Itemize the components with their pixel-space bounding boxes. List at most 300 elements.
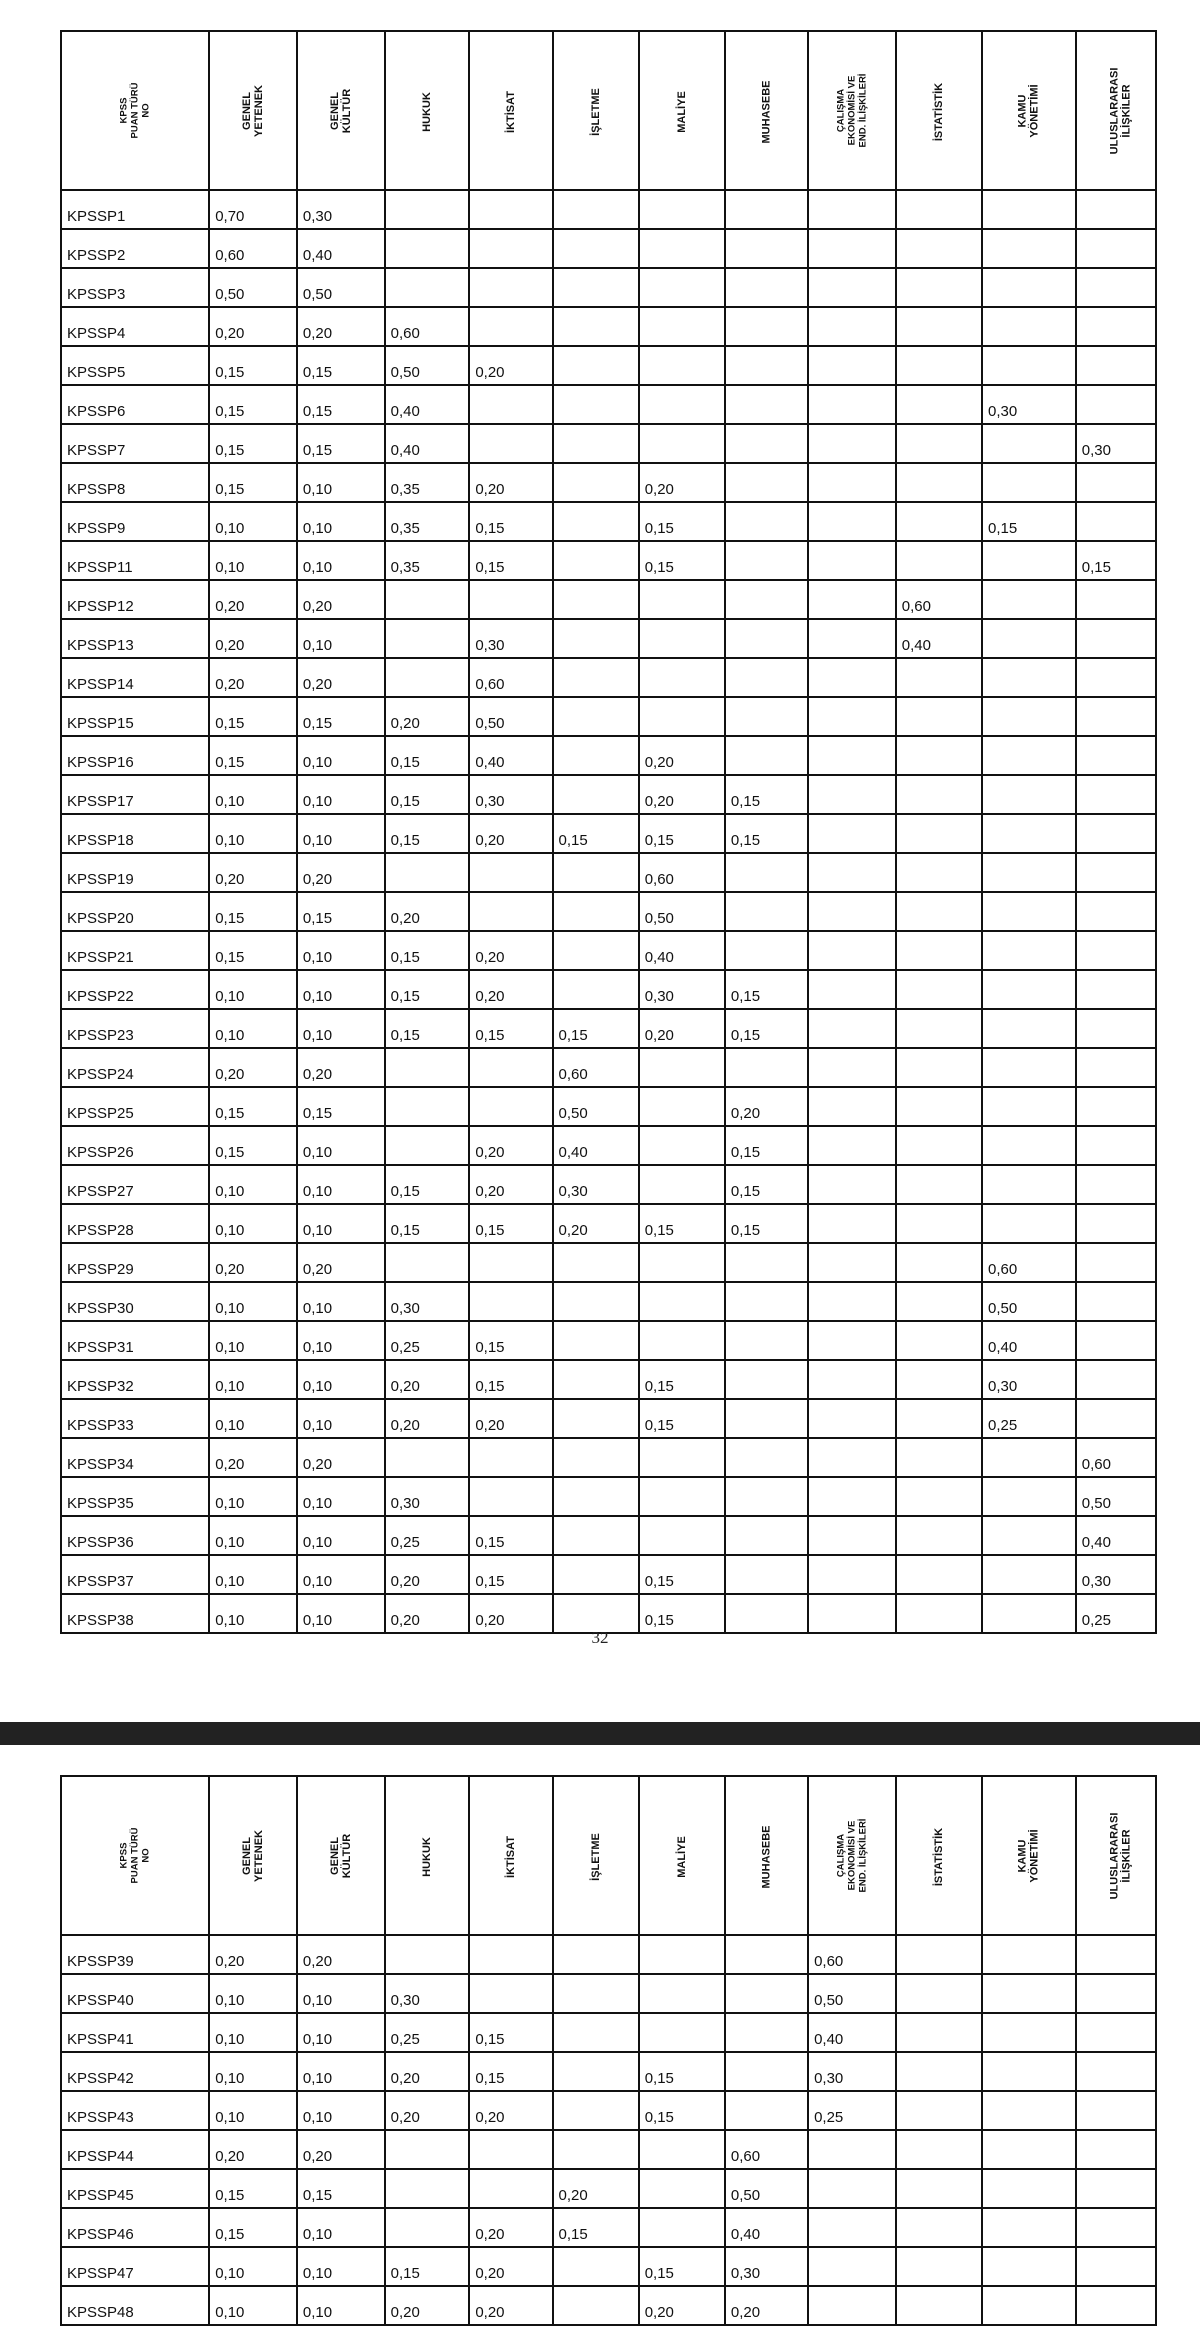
table-cell: 0,20 — [209, 1935, 297, 1974]
score-type-label: KPSSP21 — [61, 931, 209, 970]
column-header-line: GENEL — [241, 91, 254, 130]
table-cell — [1076, 1935, 1156, 1974]
table-cell — [725, 1555, 808, 1594]
table-cell — [385, 229, 470, 268]
table-cell — [808, 1477, 896, 1516]
table-cell: 0,35 — [385, 502, 470, 541]
table-cell: 0,30 — [725, 2247, 808, 2286]
table-cell: 0,15 — [553, 2208, 639, 2247]
table-cell — [896, 1555, 982, 1594]
table-row — [61, 1360, 1156, 1399]
table-cell — [553, 2013, 639, 2052]
table-cell: 0,20 — [385, 2091, 470, 2130]
table-cell: 0,20 — [209, 1438, 297, 1477]
table-cell: 0,50 — [725, 2169, 808, 2208]
table-cell: 0,15 — [297, 346, 385, 385]
table-cell: 0,10 — [297, 1594, 385, 1633]
score-type-label: KPSSP38 — [61, 1594, 209, 1633]
column-header-line: KAMU — [1016, 1839, 1029, 1873]
table-cell — [553, 2247, 639, 2286]
score-type-label: KPSSP17 — [61, 775, 209, 814]
table-cell — [982, 736, 1076, 775]
column-header-line: YÖNETİMİ — [1028, 1828, 1041, 1883]
table-cell — [1076, 853, 1156, 892]
table-cell — [982, 1935, 1076, 1974]
table-cell — [808, 2130, 896, 2169]
table-cell — [808, 970, 896, 1009]
score-type-label: KPSSP27 — [61, 1165, 209, 1204]
table-row — [61, 970, 1156, 1009]
table-cell — [553, 2052, 639, 2091]
column-header-line: İŞLETME — [589, 88, 602, 136]
table-cell — [1076, 1126, 1156, 1165]
table-cell: 0,20 — [297, 1243, 385, 1282]
table-cell: 0,25 — [385, 2013, 470, 2052]
table-cell — [1076, 1321, 1156, 1360]
table-row — [61, 1477, 1156, 1516]
table-cell — [982, 580, 1076, 619]
table-cell — [1076, 190, 1156, 229]
column-header-line: İKTİSAT — [504, 1836, 517, 1878]
table-cell — [982, 697, 1076, 736]
table-row — [61, 2091, 1156, 2130]
document-page-2 — [0, 1745, 1200, 2339]
table-cell — [639, 346, 725, 385]
table-cell: 0,50 — [1076, 1477, 1156, 1516]
table-cell — [896, 307, 982, 346]
table-cell: 0,15 — [639, 2052, 725, 2091]
table-cell — [639, 1165, 725, 1204]
table-cell: 0,10 — [297, 1399, 385, 1438]
column-header-line: GENEL — [328, 91, 341, 130]
table-cell — [639, 1321, 725, 1360]
table-cell: 0,40 — [896, 619, 982, 658]
table-cell — [385, 2208, 470, 2247]
table-cell — [639, 1087, 725, 1126]
table-cell: 0,20 — [469, 970, 552, 1009]
table-cell — [808, 424, 896, 463]
table-cell — [1076, 580, 1156, 619]
table-cell: 0,15 — [209, 2169, 297, 2208]
table-cell: 0,15 — [209, 463, 297, 502]
table-cell — [808, 1399, 896, 1438]
table-cell — [725, 346, 808, 385]
table-cell: 0,10 — [209, 1165, 297, 1204]
column-header — [297, 31, 385, 190]
table-cell — [469, 1935, 552, 1974]
table-cell: 0,10 — [209, 970, 297, 1009]
table-cell: 0,15 — [209, 424, 297, 463]
score-type-label: KPSSP19 — [61, 853, 209, 892]
table-cell: 0,10 — [209, 1009, 297, 1048]
table-cell: 0,10 — [209, 1399, 297, 1438]
table-cell: 0,10 — [209, 1594, 297, 1633]
table-row — [61, 1243, 1156, 1282]
table-cell: 0,50 — [297, 268, 385, 307]
table-cell: 0,15 — [209, 385, 297, 424]
column-header-line: MUHASEBE — [760, 80, 773, 144]
table-cell — [982, 1555, 1076, 1594]
table-cell: 0,40 — [297, 229, 385, 268]
column-header-line: İSTATİSTİK — [932, 1827, 945, 1887]
table-cell — [896, 736, 982, 775]
table-cell: 0,10 — [297, 1477, 385, 1516]
table-cell: 0,15 — [209, 736, 297, 775]
table-cell — [982, 814, 1076, 853]
table-cell — [982, 931, 1076, 970]
table-cell: 0,25 — [385, 1321, 470, 1360]
table-cell: 0,10 — [297, 970, 385, 1009]
table-cell — [808, 814, 896, 853]
table-header-row — [61, 31, 1156, 190]
score-type-label: KPSSP41 — [61, 2013, 209, 2052]
table-cell — [553, 1974, 639, 2013]
table-cell: 0,10 — [209, 775, 297, 814]
score-type-label: KPSSP4 — [61, 307, 209, 346]
score-type-label: KPSSP5 — [61, 346, 209, 385]
table-cell — [896, 2247, 982, 2286]
table-cell — [1076, 268, 1156, 307]
table-cell: 0,15 — [553, 814, 639, 853]
table-cell: 0,15 — [297, 697, 385, 736]
table-cell: 0,25 — [1076, 1594, 1156, 1633]
column-header-line: NO — [140, 1848, 152, 1863]
table-cell — [1076, 1165, 1156, 1204]
score-type-label: KPSSP48 — [61, 2286, 209, 2325]
table-row — [61, 1126, 1156, 1165]
column-header-line: MALİYE — [675, 1836, 688, 1878]
table-cell — [639, 2169, 725, 2208]
table-row — [61, 1438, 1156, 1477]
table-cell — [896, 2169, 982, 2208]
table-cell — [725, 697, 808, 736]
table-cell — [808, 853, 896, 892]
column-header-line: EKONOMİSİ VE — [846, 75, 858, 146]
table-cell — [553, 1516, 639, 1555]
table-row — [61, 502, 1156, 541]
table-cell — [639, 229, 725, 268]
column-header — [639, 1776, 725, 1935]
table-cell: 0,10 — [297, 775, 385, 814]
table-cell — [639, 307, 725, 346]
table-cell: 0,50 — [469, 697, 552, 736]
table-cell — [896, 1165, 982, 1204]
table-cell — [1076, 2013, 1156, 2052]
table-cell: 0,30 — [469, 775, 552, 814]
table-cell: 0,20 — [209, 1048, 297, 1087]
table-cell: 0,20 — [469, 2286, 552, 2325]
table-cell — [896, 2013, 982, 2052]
table-cell: 0,15 — [469, 2013, 552, 2052]
table-cell: 0,15 — [385, 1165, 470, 1204]
table-cell: 0,30 — [639, 970, 725, 1009]
table-cell — [385, 2130, 470, 2169]
table-cell — [896, 1438, 982, 1477]
table-cell — [808, 892, 896, 931]
table-row — [61, 697, 1156, 736]
table-cell — [639, 1477, 725, 1516]
table-cell: 0,30 — [808, 2052, 896, 2091]
table-cell: 0,50 — [639, 892, 725, 931]
table-cell — [896, 1204, 982, 1243]
table-cell — [469, 424, 552, 463]
table-cell — [808, 190, 896, 229]
table-cell: 0,10 — [297, 2247, 385, 2286]
table-cell: 0,15 — [385, 775, 470, 814]
table-cell: 0,15 — [725, 1204, 808, 1243]
table-row — [61, 2013, 1156, 2052]
table-cell — [896, 346, 982, 385]
column-header-line: KÜLTÜR — [340, 1833, 353, 1878]
table-row — [61, 190, 1156, 229]
column-header-line: ULUSLARARASI — [1108, 67, 1121, 154]
table-cell: 0,25 — [982, 1399, 1076, 1438]
table-cell — [896, 1477, 982, 1516]
table-cell — [469, 1438, 552, 1477]
table-cell — [1076, 2169, 1156, 2208]
table-cell: 0,10 — [209, 1974, 297, 2013]
table-cell: 0,40 — [639, 931, 725, 970]
table-row — [61, 892, 1156, 931]
column-header-line: YÖNETİMİ — [1028, 83, 1041, 138]
table-cell: 0,15 — [209, 697, 297, 736]
table-cell: 0,15 — [725, 814, 808, 853]
table-cell — [808, 2247, 896, 2286]
table-cell — [1076, 1360, 1156, 1399]
table-cell — [808, 1243, 896, 1282]
table-cell: 0,60 — [209, 229, 297, 268]
table-cell: 0,20 — [297, 853, 385, 892]
column-header — [725, 1776, 808, 1935]
table-cell: 0,15 — [469, 502, 552, 541]
score-type-label: KPSSP15 — [61, 697, 209, 736]
table-cell — [982, 2169, 1076, 2208]
table-row — [61, 814, 1156, 853]
table-cell — [982, 2130, 1076, 2169]
table-cell: 0,20 — [469, 931, 552, 970]
table-cell — [553, 1321, 639, 1360]
table-cell — [1076, 229, 1156, 268]
table-cell — [553, 2130, 639, 2169]
column-header — [385, 1776, 470, 1935]
table-cell — [639, 1516, 725, 1555]
table-row — [61, 268, 1156, 307]
table-cell — [808, 1516, 896, 1555]
table-cell: 0,70 — [209, 190, 297, 229]
table-cell — [469, 2130, 552, 2169]
table-cell: 0,20 — [209, 1243, 297, 1282]
table-cell — [808, 775, 896, 814]
table-cell — [896, 1360, 982, 1399]
table-cell — [639, 2208, 725, 2247]
table-cell — [982, 2052, 1076, 2091]
table-cell — [385, 2169, 470, 2208]
table-cell: 0,20 — [469, 2091, 552, 2130]
table-cell: 0,10 — [209, 1204, 297, 1243]
table-cell — [725, 1243, 808, 1282]
table-cell — [982, 1477, 1076, 1516]
table-cell: 0,15 — [385, 931, 470, 970]
column-header — [385, 31, 470, 190]
column-header — [982, 31, 1076, 190]
table-cell — [982, 1204, 1076, 1243]
table-cell: 0,20 — [297, 307, 385, 346]
table-cell — [385, 1048, 470, 1087]
table-cell — [469, 1282, 552, 1321]
table-cell — [553, 2091, 639, 2130]
column-header — [982, 1776, 1076, 1935]
score-type-label: KPSSP18 — [61, 814, 209, 853]
table-cell: 0,60 — [1076, 1438, 1156, 1477]
table-cell — [982, 2208, 1076, 2247]
column-header-line: MUHASEBE — [760, 1825, 773, 1889]
table-cell: 0,20 — [469, 814, 552, 853]
table-cell: 0,20 — [469, 1126, 552, 1165]
table-cell: 0,40 — [1076, 1516, 1156, 1555]
table-row — [61, 1087, 1156, 1126]
table-cell — [725, 1048, 808, 1087]
table-row — [61, 424, 1156, 463]
table-cell — [725, 1321, 808, 1360]
table-cell — [808, 2286, 896, 2325]
score-type-label: KPSSP29 — [61, 1243, 209, 1282]
column-header — [209, 1776, 297, 1935]
table-row — [61, 775, 1156, 814]
table-cell: 0,10 — [297, 814, 385, 853]
table-cell: 0,15 — [639, 2247, 725, 2286]
table-cell — [725, 2091, 808, 2130]
table-cell: 0,20 — [209, 580, 297, 619]
column-header-line: GENEL — [328, 1836, 341, 1875]
score-type-label: KPSSP34 — [61, 1438, 209, 1477]
page-number: 32 — [591, 1628, 609, 1647]
table-cell: 0,15 — [982, 502, 1076, 541]
table-cell — [896, 1935, 982, 1974]
table-row — [61, 1009, 1156, 1048]
table-cell — [725, 1974, 808, 2013]
table-cell — [896, 1321, 982, 1360]
table-cell — [553, 307, 639, 346]
table-cell: 0,10 — [209, 2091, 297, 2130]
table-cell: 0,30 — [1076, 424, 1156, 463]
table-cell — [553, 697, 639, 736]
table-row — [61, 2286, 1156, 2325]
table-cell — [385, 619, 470, 658]
table-cell: 0,10 — [209, 1555, 297, 1594]
table-cell: 0,40 — [982, 1321, 1076, 1360]
table-cell — [982, 2247, 1076, 2286]
score-type-label: KPSSP12 — [61, 580, 209, 619]
table-cell — [808, 1165, 896, 1204]
table-cell: 0,10 — [209, 2247, 297, 2286]
table-body — [61, 1935, 1156, 2325]
table-cell — [553, 190, 639, 229]
column-header-line: HUKUK — [420, 1837, 433, 1877]
column-header — [896, 1776, 982, 1935]
table-cell — [896, 1282, 982, 1321]
table-cell — [896, 268, 982, 307]
table-cell: 0,30 — [385, 1477, 470, 1516]
table-cell — [896, 931, 982, 970]
table-cell — [385, 190, 470, 229]
score-type-label: KPSSP32 — [61, 1360, 209, 1399]
column-header-line: ULUSLARARASI — [1108, 1812, 1121, 1899]
table-cell — [553, 268, 639, 307]
table-cell: 0,20 — [553, 1204, 639, 1243]
table-cell — [725, 1477, 808, 1516]
score-type-label: KPSSP37 — [61, 1555, 209, 1594]
table-cell — [553, 1399, 639, 1438]
table-cell: 0,20 — [639, 775, 725, 814]
table-cell: 0,40 — [553, 1126, 639, 1165]
table-cell: 0,15 — [553, 1009, 639, 1048]
table-cell — [725, 190, 808, 229]
table-cell — [1076, 1009, 1156, 1048]
table-row — [61, 1204, 1156, 1243]
table-cell — [1076, 502, 1156, 541]
table-cell — [385, 1126, 470, 1165]
table-row — [61, 853, 1156, 892]
table-cell — [639, 424, 725, 463]
table-cell: 0,10 — [209, 2052, 297, 2091]
table-cell: 0,20 — [297, 1935, 385, 1974]
table-cell — [639, 1126, 725, 1165]
table-cell — [469, 2169, 552, 2208]
score-type-label: KPSSP43 — [61, 2091, 209, 2130]
table-cell: 0,10 — [297, 2208, 385, 2247]
page-separator — [0, 1722, 1200, 1745]
table-cell: 0,15 — [297, 1087, 385, 1126]
table-cell — [639, 1048, 725, 1087]
table-cell: 0,15 — [209, 931, 297, 970]
table-cell — [896, 463, 982, 502]
table-cell — [553, 346, 639, 385]
table-body — [61, 190, 1156, 1633]
table-cell — [469, 1087, 552, 1126]
table-cell — [808, 1126, 896, 1165]
table-cell: 0,15 — [469, 1321, 552, 1360]
table-cell: 0,20 — [385, 1360, 470, 1399]
table-row — [61, 580, 1156, 619]
table-cell — [639, 619, 725, 658]
table-cell: 0,10 — [297, 2013, 385, 2052]
table-cell — [725, 1935, 808, 1974]
table-cell — [553, 2286, 639, 2325]
score-type-label: KPSSP33 — [61, 1399, 209, 1438]
score-type-label: KPSSP9 — [61, 502, 209, 541]
table-cell: 0,20 — [297, 1438, 385, 1477]
table-cell — [808, 931, 896, 970]
table-cell — [385, 1438, 470, 1477]
table-cell: 0,30 — [385, 1282, 470, 1321]
score-type-label: KPSSP40 — [61, 1974, 209, 2013]
table-cell: 0,30 — [297, 190, 385, 229]
table-cell: 0,25 — [808, 2091, 896, 2130]
table-cell: 0,20 — [385, 2286, 470, 2325]
table-cell: 0,10 — [297, 931, 385, 970]
table-cell: 0,15 — [639, 1204, 725, 1243]
table-cell — [808, 346, 896, 385]
table-cell: 0,20 — [209, 2130, 297, 2169]
table-cell — [553, 1935, 639, 1974]
table-cell — [982, 1126, 1076, 1165]
table-cell: 0,60 — [808, 1935, 896, 1974]
table-cell: 0,10 — [209, 1360, 297, 1399]
table-cell — [896, 1974, 982, 2013]
table-cell — [1076, 931, 1156, 970]
column-header — [808, 1776, 896, 1935]
table-cell — [896, 970, 982, 1009]
